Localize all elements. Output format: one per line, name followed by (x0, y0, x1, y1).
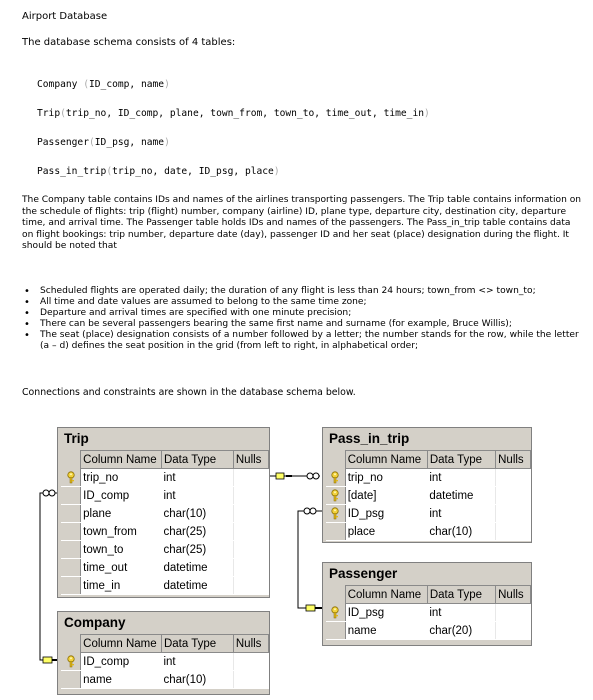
schema-columns: ID_comp, name (89, 79, 165, 90)
primary-key-icon (66, 655, 76, 667)
table-row[interactable] (326, 505, 531, 523)
table-title: Passenger (329, 566, 398, 581)
list-item: • All time and date values are assumed to belong to the same time zone; (22, 297, 588, 308)
table-company[interactable] (57, 611, 270, 695)
row-selector[interactable] (61, 541, 81, 559)
nulls-cell[interactable] (233, 653, 268, 671)
column-name-cell[interactable]: time_out (81, 559, 162, 577)
data-type-header: Data Type (161, 451, 233, 469)
column-name-cell[interactable]: plane (81, 505, 162, 523)
column-name-cell[interactable]: place (345, 523, 427, 541)
column-name-cell[interactable]: [date] (345, 487, 427, 505)
column-name-cell[interactable]: name (81, 671, 162, 689)
data-type-cell[interactable]: int (161, 653, 233, 671)
schema-columns: trip_no, ID_comp, plane, town_from, town_to, time_out, time_in (65, 108, 424, 119)
nulls-cell[interactable] (496, 487, 531, 505)
nulls-cell[interactable] (496, 622, 531, 640)
nulls-header: Nulls (496, 451, 531, 469)
table-row[interactable] (61, 559, 269, 577)
nulls-header: Nulls (233, 451, 268, 469)
primary-key-icon (330, 471, 340, 483)
row-selector[interactable] (326, 487, 345, 505)
table-passenger[interactable] (322, 562, 532, 646)
column-name-cell[interactable]: ID_comp (81, 653, 162, 671)
data-type-cell[interactable]: int (427, 604, 495, 622)
nulls-cell[interactable] (496, 604, 531, 622)
primary-key-icon (66, 471, 76, 483)
table-row[interactable] (61, 577, 269, 595)
column-grid (61, 450, 269, 595)
table-row[interactable] (61, 671, 269, 689)
row-selector[interactable] (61, 505, 81, 523)
table-title: Trip (64, 431, 89, 446)
table-pass-in-trip[interactable] (322, 427, 532, 543)
table-row[interactable] (61, 523, 269, 541)
nulls-cell[interactable] (496, 469, 531, 487)
link-company-trip (40, 490, 57, 663)
schema-table-name: Trip (37, 108, 61, 119)
table-row[interactable] (326, 469, 531, 487)
row-selector[interactable] (61, 671, 81, 689)
data-type-cell[interactable]: int (427, 469, 495, 487)
list-item: • There can be several passengers bearing the same first name and surname (for example, Bruce Willis); (22, 319, 588, 330)
schema-columns: trip_no, date, ID_psg, place (112, 166, 274, 177)
schema-close-paren: ) (164, 137, 170, 148)
primary-key-icon (330, 508, 340, 520)
data-type-cell[interactable]: char(25) (161, 523, 233, 541)
schema-close-paren: ) (273, 166, 280, 177)
data-type-header: Data Type (427, 451, 495, 469)
list-item: • Departure and arrival times are specified with one minute precision; (22, 308, 588, 319)
data-type-cell[interactable]: char(10) (161, 505, 233, 523)
schema-table-name: Passenger (37, 137, 89, 148)
table-row[interactable] (326, 604, 531, 622)
nulls-cell[interactable] (233, 541, 268, 559)
schema-columns: ID_psg, name (94, 137, 165, 148)
column-name-cell[interactable]: ID_psg (345, 604, 427, 622)
column-name-cell[interactable]: name (345, 622, 427, 640)
schema-table-name: Company (37, 79, 78, 90)
column-name-cell[interactable]: trip_no (81, 469, 162, 487)
data-type-cell[interactable]: datetime (427, 487, 495, 505)
data-type-cell[interactable]: char(25) (161, 541, 233, 559)
data-type-cell[interactable]: datetime (161, 559, 233, 577)
schema-open-paren: ( (77, 79, 89, 90)
data-type-cell[interactable]: char(10) (161, 671, 233, 689)
row-selector[interactable] (61, 469, 81, 487)
row-selector[interactable] (61, 523, 81, 541)
col-name-header: Column Name (81, 451, 162, 469)
nulls-cell[interactable] (233, 469, 268, 487)
row-selector[interactable] (61, 653, 81, 671)
column-name-cell[interactable]: ID_comp (81, 487, 162, 505)
row-selector[interactable] (61, 487, 81, 505)
intro-text: The database schema consists of 4 tables: (22, 37, 236, 48)
column-grid (326, 585, 531, 640)
schema-close-paren: ) (164, 79, 170, 90)
list-item: • The seat (place) designation consists of a number followed by a letter; the number stands for the row, while the letter (a – d) defines the seat position in the grid (from left to right, in alphabetical order; (22, 330, 588, 352)
nulls-header: Nulls (233, 635, 268, 653)
column-name-cell[interactable]: time_in (81, 577, 162, 595)
nulls-cell[interactable] (496, 523, 531, 541)
connections-text: Connections and constraints are shown in the database schema below. (22, 387, 356, 398)
table-row[interactable] (61, 541, 269, 559)
data-type-cell[interactable]: int (161, 487, 233, 505)
nulls-cell[interactable] (233, 559, 268, 577)
schema-open-paren: ( (106, 166, 113, 177)
description-paragraph: The Company table contains IDs and names of the airlines transporting passengers. The Trip table contains information on the schedule of flights: trip (flight) number, company (airline) ID, plane type, departure city, destination city, departure time, and arrival time. The Passenger table holds IDs and names of the passengers. The Pass_in_trip table contains data on flight bookings: trip number, departure date (day), passenger ID and her seat (place) designation during the flight. It should be noted that (22, 195, 582, 252)
table-row[interactable] (61, 487, 269, 505)
nulls-cell[interactable] (233, 523, 268, 541)
data-type-header: Data Type (427, 586, 495, 604)
col-name-header: Column Name (345, 586, 427, 604)
table-row[interactable] (61, 469, 269, 487)
data-type-cell[interactable]: datetime (161, 577, 233, 595)
primary-key-icon (330, 490, 340, 502)
primary-key-icon (330, 606, 340, 618)
table-row[interactable] (326, 487, 531, 505)
column-name-cell[interactable]: trip_no (345, 469, 427, 487)
row-selector[interactable] (326, 469, 345, 487)
table-title: Pass_in_trip (329, 431, 410, 446)
schema-open-paren: ( (88, 137, 95, 148)
data-type-cell[interactable]: char(10) (427, 523, 495, 541)
column-name-cell[interactable]: town_to (81, 541, 162, 559)
row-selector[interactable] (326, 523, 345, 541)
data-type-cell[interactable]: char(20) (427, 622, 495, 640)
table-trip[interactable] (57, 427, 270, 598)
data-type-header: Data Type (161, 635, 233, 653)
column-grid (326, 450, 531, 541)
row-selector[interactable] (326, 622, 345, 640)
table-row[interactable] (61, 653, 269, 671)
table-row[interactable] (326, 622, 531, 640)
data-type-cell[interactable]: int (427, 505, 495, 523)
nulls-cell[interactable] (233, 487, 268, 505)
data-type-cell[interactable]: int (161, 469, 233, 487)
nulls-cell[interactable] (496, 505, 531, 523)
table-title: Company (64, 615, 126, 630)
column-grid (61, 634, 269, 689)
nulls-cell[interactable] (233, 505, 268, 523)
col-name-header: Column Name (81, 635, 162, 653)
column-name-cell[interactable]: town_from (81, 523, 162, 541)
row-selector[interactable] (61, 577, 81, 595)
link-passenger-pass-in-trip (298, 508, 322, 611)
nulls-cell[interactable] (233, 577, 268, 595)
link-trip-pass-in-trip (270, 473, 320, 479)
nulls-cell[interactable] (233, 671, 268, 689)
list-item: • Scheduled flights are operated daily; the duration of any flight is less than 24 hours; town_from <> town_to; (22, 286, 588, 297)
row-selector[interactable] (61, 559, 81, 577)
table-row[interactable] (326, 523, 531, 541)
nulls-header: Nulls (496, 586, 531, 604)
schema-close-paren: ) (424, 108, 430, 119)
row-selector[interactable] (326, 505, 345, 523)
schema-table-name: Pass_in_trip (37, 166, 107, 177)
column-name-cell[interactable]: ID_psg (345, 505, 427, 523)
schema-open-paren: ( (60, 108, 66, 119)
page-title: Airport Database (22, 11, 108, 22)
table-row[interactable] (61, 505, 269, 523)
col-name-header: Column Name (345, 451, 427, 469)
row-selector[interactable] (326, 604, 345, 622)
